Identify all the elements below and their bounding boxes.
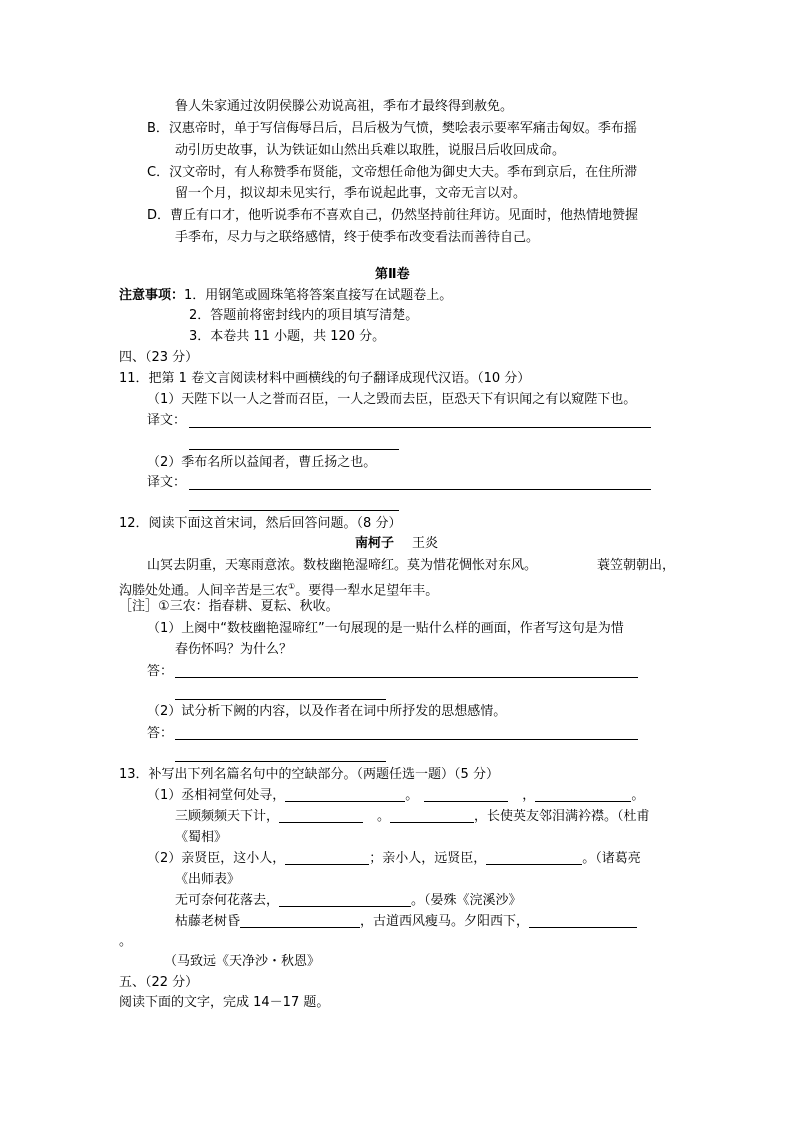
q13-2-text-g: 枯藤老树昏 [175, 914, 241, 929]
answer-line[interactable] [175, 699, 386, 700]
poem-line-2-text: 沟塍处处通。人间辛苦是三农 [119, 583, 289, 599]
question-11-1: （1）天陛下以一人之誉而召臣，一人之毁而去臣，臣恐天下有识闻之有以窥陛下也。 [147, 392, 637, 407]
q13-2-text-b: ；亲小人，远贤臣， [369, 851, 487, 866]
question-12: 12．阅读下面这首宋词，然后回答问题。（8 分） [119, 516, 402, 531]
question-13-2-credit: （马致远《天净沙・秋恩》 [164, 954, 321, 969]
option-b-line2: 动引历史故事，认为铁证如山然出兵难以取胜，说服吕后收回成命。 [175, 143, 566, 158]
answer-line[interactable] [175, 739, 638, 740]
answer-label-12-2: 答： [147, 726, 174, 741]
answer-line[interactable] [189, 510, 399, 511]
fill-blank[interactable] [529, 913, 637, 928]
section-title: 第Ⅱ卷 [375, 267, 410, 282]
answer-label-11-2: 译文： [147, 475, 187, 490]
fill-blank[interactable] [535, 787, 631, 802]
option-d-line2: 手季布，尽力与之联络感情，终于使季布改变看法而善待自己。 [175, 230, 540, 245]
answer-line[interactable] [189, 489, 651, 490]
fill-blank[interactable] [390, 808, 474, 823]
question-13-2-source: 《出师表》 [175, 872, 241, 887]
part5-intro: 阅读下面的文字，完成 14－17 题。 [119, 995, 330, 1010]
fill-blank[interactable] [424, 787, 508, 802]
part4-header: 四、（23 分） [119, 350, 199, 365]
fill-blank[interactable] [285, 850, 369, 865]
q13-1-text-c: ，长使英友邻泪满衿襟。（杜甫 [474, 809, 650, 824]
notice-item-1: 1．用钢笔或圆珠笔将答案直接写在试题卷上。 [184, 288, 453, 303]
answer-label-12-1: 答： [147, 664, 174, 679]
q13-2-text-a: （2）亲贤臣，这小人， [147, 851, 286, 866]
question-12-1a: （1）上阕中“数枝幽艳湿啼红”一句展现的是一贴什么样的画面，作者写这句是为惜 [147, 621, 624, 636]
question-13-1-source: 《蜀相》 [175, 830, 228, 845]
fill-blank[interactable] [279, 892, 411, 907]
answer-line[interactable] [189, 427, 651, 428]
q13-1-period: 。 [405, 788, 419, 803]
question-13-1-line2 [175, 807, 650, 827]
answer-line[interactable] [175, 677, 638, 678]
q13-2-text-c: 。（诸葛亮 [582, 851, 641, 866]
option-c-line2: 留一个月，拟议却未见实行，季布说起此事，文帝无言以对。 [175, 186, 527, 201]
question-13: 13．补写出下列名篇名句中的空缺部分。（两题任选一题）（5 分） [119, 767, 499, 782]
notice-item-2: 2．答题前将密封线内的项目填写清楚。 [189, 308, 419, 323]
q13-1-period-3: 。 [377, 809, 391, 824]
answer-line[interactable] [189, 449, 399, 450]
note-marker: ① [288, 582, 296, 591]
notice-block [119, 286, 452, 306]
question-13-1-line1 [147, 786, 644, 806]
q13-2-text-h: ，古道西风瘦马。夕阳西下， [360, 914, 530, 929]
option-d-line1: D．曹丘有口才，他听说季布不喜欢自己，仍然坚持前往拜访。见面时，他热情地赞握 [147, 208, 639, 223]
answer-label-11-1: 译文： [147, 413, 187, 428]
fill-blank[interactable] [240, 913, 360, 928]
question-12-1b: 春伤怀吗？为什么？ [175, 642, 293, 657]
q13-2-text-e: 无可奈何花落去， [175, 893, 280, 908]
q13-2-text-f: 。（晏殊《浣溪沙》 [411, 893, 522, 908]
q13-1-text-b: 三顾频频天下计， [175, 809, 280, 824]
poem-author: 王炎 [412, 536, 439, 551]
poem-line-1: 山冥去阴重，天寒雨意浓。数枝幽艳湿啼红。莫为惜花惆怅对东风。 [147, 558, 538, 573]
q13-1-text-a: （1）丞相祠堂何处寻， [147, 788, 286, 803]
question-13-2-line1 [147, 849, 641, 869]
option-c-line1: C．汉文帝时，有人称赞季布贤能，文帝想任命他为御史大夫。季布到京后，在住所滞 [147, 165, 638, 180]
fill-blank[interactable] [279, 808, 363, 823]
q13-1-comma: ， [522, 788, 536, 803]
poem-note: ［注］①三农：指春耕、夏耘、秋收。 [119, 599, 339, 614]
notice-item-3: 3．本卷共 11 小题，共 120 分。 [189, 329, 386, 344]
q13-1-period-2: 。 [631, 788, 645, 803]
fill-blank[interactable] [486, 850, 582, 865]
question-13-2-line2 [175, 891, 522, 911]
answer-line[interactable] [175, 761, 386, 762]
option-a-continuation: 鲁人朱家通过汝阴侯滕公劝说高祖，季布才最终得到赦免。 [175, 99, 514, 114]
question-11: 11．把第 1 卷文言阅读材料中画横线的句子翻译成现代汉语。（10 分） [119, 371, 531, 386]
part5-header: 五、（22 分） [119, 975, 199, 990]
poem-title: 南柯子 [355, 536, 395, 551]
question-13-2-line3 [175, 912, 637, 932]
poem-line-1b: 蓑笠朝朝出， [597, 558, 676, 573]
option-b-line1: B．汉惠帝时，单于写信侮辱吕后，吕后极为气愤，樊哙表示要率军痛击匈奴。季布摇 [147, 121, 637, 136]
fill-blank[interactable] [285, 787, 405, 802]
poem-line-2-end: 。要得一犁水足望年丰。 [295, 583, 439, 599]
notice-label: 注意事项： [119, 288, 185, 303]
question-11-2: （2）季布名所以益闻者，曹丘扬之也。 [147, 455, 377, 470]
trailing-period: 。 [119, 934, 133, 949]
question-12-2: （2）试分析下阙的内容，以及作者在词中所抒发的思想感情。 [147, 704, 507, 719]
